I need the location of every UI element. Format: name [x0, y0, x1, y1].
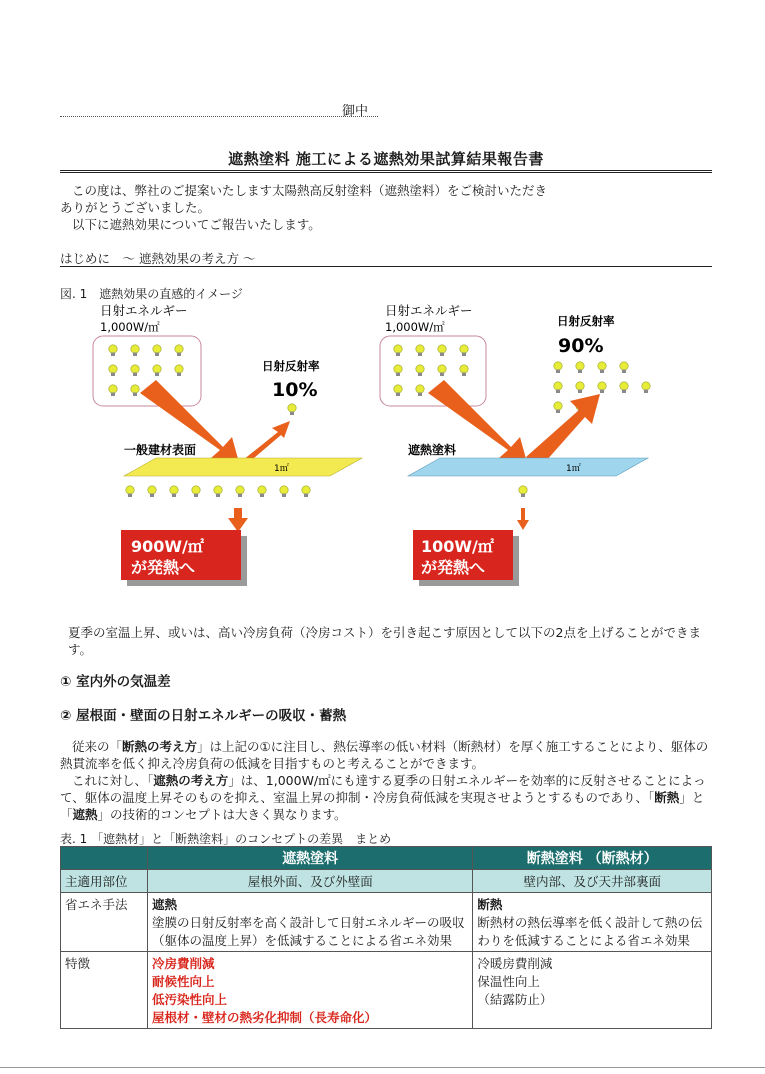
feature-item: （結露防止） [477, 992, 553, 1007]
left-surface-label: 一般建材表面 [124, 443, 197, 457]
row-label-application: 主適用部位 [61, 870, 148, 893]
concept-paragraphs [60, 738, 720, 823]
p2-text-g: 」の技術的コンセプトは大きく異なります。 [97, 807, 347, 822]
right-panel [380, 303, 650, 586]
left-heat-text: が発熱へ [131, 558, 196, 577]
method-shanetsu-text: 塗膜の日射反射率を高く設計して日射エネルギーの吸収（躯体の温度上昇）を低減することによる省エネ効果 [152, 915, 465, 948]
row-label-features: 特徴 [61, 952, 148, 1029]
intro-line-3: 以下に遮熱効果についてご報告いたします。 [72, 217, 321, 232]
right-energy-value: 1,000W/㎡ [385, 320, 445, 334]
feature-item: 冷房費削減 [152, 956, 215, 971]
table-row [61, 952, 712, 1029]
left-reflected-arrow [243, 421, 290, 464]
left-energy-label: 日射エネルギー [100, 303, 188, 318]
page-edge [0, 1067, 765, 1068]
p2-term-shanetsu: 遮熱 [72, 807, 98, 822]
figure-caption: 図. 1 遮熱効果の直感的イメージ [60, 287, 243, 301]
left-surface [124, 458, 362, 476]
feature-item: 保温性向上 [477, 974, 540, 989]
left-panel [93, 303, 362, 586]
intro-line-1: この度は、弊社のご提案いたします太陽熱高反射塗料（遮熱塗料）をご検討いただき [72, 183, 548, 198]
recipient-suffix: 御中 [342, 104, 369, 119]
cell-application-dannetsu: 壁内部、及び天井部裏面 [473, 870, 712, 893]
right-absorbed-bulb [519, 486, 527, 497]
left-reflect-label: 日射反射率 [262, 359, 320, 373]
header-empty-cell [61, 847, 148, 870]
table-row [61, 870, 712, 893]
p2-emphasis: 遮熱の考え方 [153, 773, 229, 788]
left-reflected-bulb [288, 404, 296, 415]
p1-text-c: 」は上記の①に注目し、熱伝導率の低い材料（断熱材）を厚く施工することにより、躯体の熱貫流率を低く抑え冷房負荷の低減を目指すものと考えることができます。 [60, 739, 709, 771]
p2-text-e: 」と「 [60, 790, 705, 822]
right-down-arrow [517, 508, 529, 530]
left-energy-value: 1,000W/㎡ [100, 320, 160, 334]
method-shanetsu-title: 遮熱 [152, 897, 178, 912]
comparison-table [60, 846, 712, 1029]
p2-text-c: 」は、1,000W/㎡にも達する夏季の日射エネルギーを効率的に反射させることによって、躯体の温度上昇そのものを抑え、室温上昇の抑制・冷房負荷低減を実現させようとするものであり、「 [60, 773, 706, 805]
p1-emphasis: 断熱の考え方 [122, 739, 198, 754]
cell-method-shanetsu [148, 893, 473, 952]
table-caption: 表. 1 「遮熱材」と「断熱塗料」のコンセプトの差異 まとめ [60, 832, 392, 846]
left-down-arrow [228, 508, 248, 532]
cell-application-shanetsu: 屋根外面、及び外壁面 [148, 870, 473, 893]
right-surface [408, 458, 648, 476]
concept-paragraph-1 [60, 738, 720, 772]
right-heat-value: 100W/㎡ [421, 537, 494, 556]
feature-item: 耐候性向上 [152, 974, 215, 989]
feature-item: 冷暖房費削減 [477, 956, 553, 971]
left-area-label: 1㎡ [274, 464, 289, 474]
cell-method-dannetsu [473, 893, 712, 952]
section-heading: はじめに ～ 遮熱効果の考え方 ～ [60, 251, 256, 266]
table-header-row [61, 847, 712, 870]
cell-features-dannetsu [473, 952, 712, 1029]
table-row [61, 893, 712, 952]
cell-features-shanetsu [148, 952, 473, 1029]
p2-term-dannetsu: 断熱 [654, 790, 680, 805]
right-surface-label: 遮熱塗料 [408, 443, 457, 457]
right-reflect-value: 90% [558, 335, 604, 357]
right-energy-bulbs [394, 345, 468, 396]
header-shanetsu: 遮熱塗料 [148, 847, 473, 870]
row-label-method: 省エネ手法 [61, 893, 148, 952]
p2-text-a: これに対し、「 [72, 773, 154, 788]
method-dannetsu-title: 断熱 [477, 897, 503, 912]
intro-line-2: ありがとうございました。 [60, 200, 211, 215]
point-1: ① 室内外の気温差 [60, 674, 171, 690]
summer-paragraph: 夏季の室温上昇、或いは、高い冷房負荷（冷房コスト）を引き起こす原因として以下の2点を上げることができます。 [68, 625, 701, 657]
feature-item: 屋根材・壁材の熱劣化抑制（長寿命化） [152, 1010, 378, 1025]
p1-text-a: 従来の「 [72, 739, 123, 754]
header-dannetsu: 断熱塗料 （断熱材） [473, 847, 712, 870]
method-dannetsu-text: 断熱材の熱伝導率を低く設計して熱の伝わりを低減することによる省エネ効果 [477, 915, 703, 948]
right-energy-label: 日射エネルギー [385, 303, 473, 318]
feature-item: 低汚染性向上 [152, 992, 228, 1007]
right-area-label: 1㎡ [566, 464, 581, 474]
document-title: 遮熱塗料 施工による遮熱効果試算結果報告書 [228, 150, 544, 168]
right-heat-text: が発熱へ [421, 558, 486, 577]
right-reflected-bulbs [554, 362, 650, 413]
left-absorbed-bulbs [126, 486, 310, 497]
right-reflect-label: 日射反射率 [557, 314, 615, 328]
left-heat-value: 900W/㎡ [131, 537, 204, 556]
point-2: ② 屋根面・壁面の日射エネルギーの吸収・蓄熱 [60, 708, 347, 724]
left-reflect-value: 10% [272, 379, 318, 401]
concept-paragraph-2 [60, 772, 720, 823]
